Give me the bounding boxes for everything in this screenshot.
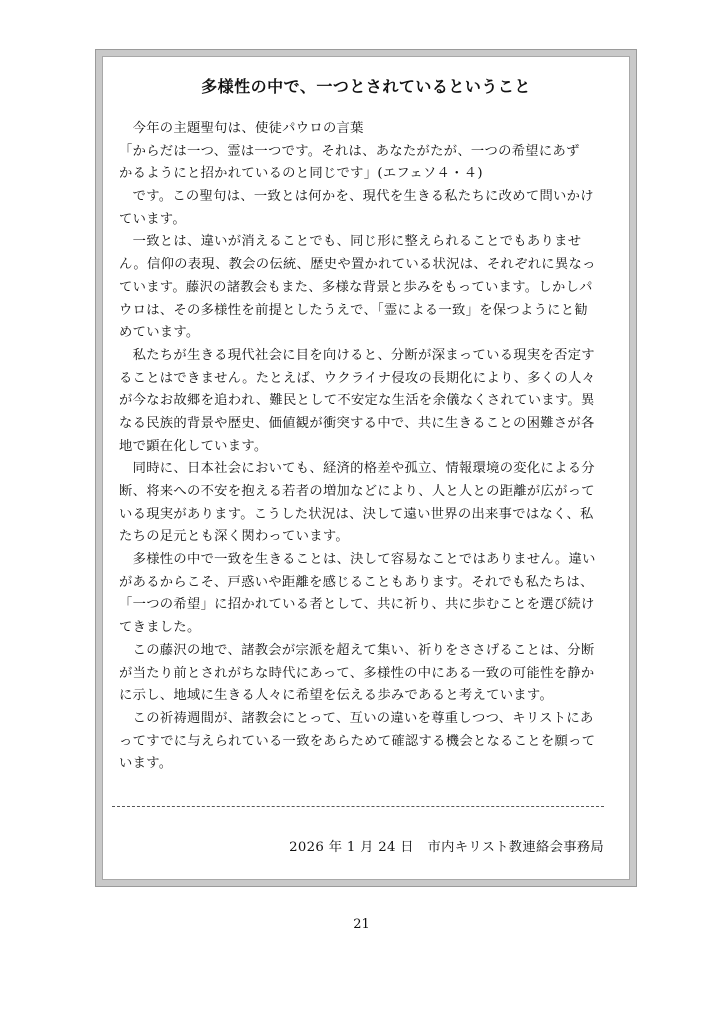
- text-line: ています。: [119, 211, 186, 227]
- text-line: この祈祷週間が、諸教会にとって、互いの違いを尊重しつつ、キリストにあ: [119, 710, 594, 726]
- text-line: 多様性の中で一致を生きることは、決して容易なことではありません。違い: [119, 552, 596, 568]
- dashed-divider: [112, 806, 604, 807]
- text-line: 「からだは一つ、霊は一つです。それは、あなたがたが、一つの希望にあず: [119, 143, 580, 159]
- document-title: 多様性の中で、一つとされているということ: [201, 77, 531, 96]
- text-line: 地で顕在化しています。: [119, 438, 268, 454]
- text-line: です。この聖句は、一致とは何かを、現代を生きる私たちに改めて問いかけ: [119, 189, 594, 205]
- body-text: [119, 118, 612, 776]
- document-frame: [96, 50, 636, 886]
- text-line: に示し、地域に生きる人々に希望を伝える歩みであると考えています。: [119, 688, 554, 704]
- text-line: 同時に、日本社会においても、経済的格差や孤立、情報環境の変化による分: [119, 461, 595, 477]
- text-line: なる民族的背景や歴史、価値観が衝突する中で、共に生きることの困難さが各: [119, 415, 595, 431]
- text-line: いる現実があります。こうした状況は、決して遠い世界の出来事ではなく、私: [119, 506, 594, 522]
- text-line: ん。信仰の表現、教会の伝統、歴史や置かれている状況は、それぞれに異なっ: [119, 257, 596, 273]
- text-line: ています。藤沢の諸教会もまた、多様な背景と歩みをもっています。しかしパ: [119, 279, 593, 295]
- text-line: めています。: [119, 325, 200, 341]
- text-line: 私たちが生きる現代社会に目を向けると、分断が深まっている現実を否定す: [119, 347, 595, 363]
- text-line: ってすでに与えられている一致をあらためて確認する機会となることを願って: [119, 733, 596, 749]
- text-line: 断、将来への不安を抱える若者の増加などにより、人と人との距離が広がって: [119, 484, 595, 499]
- text-line: この藤沢の地で、諸教会が宗派を超えて集い、祈りをささげることは、分断: [119, 642, 595, 658]
- text-line: てきました。: [119, 620, 201, 636]
- text-line: います。: [119, 756, 173, 772]
- text-line: ウロは、その多様性を前提としたうえで、「霊による一致」を保つようにと勧: [119, 302, 588, 318]
- page-number: 21: [353, 917, 370, 932]
- text-line: かるようにと招かれているのと同じです」(エフェソ４・４): [119, 166, 483, 182]
- text-line: が当たり前とされがちな時代にあって、多様性の中にある一致の可能性を静か: [119, 665, 595, 681]
- signature-line: 2026 年 1 月 24 日 市内キリスト教連絡会事務局: [289, 840, 604, 855]
- text-line: ることはできません。たとえば、ウクライナ侵攻の長期化により、多くの人々: [119, 370, 596, 386]
- text-line: があるからこそ、戸惑いや距離を感じることもあります。それでも私たちは、: [119, 574, 594, 590]
- text-line: 一致とは、違いが消えることでも、同じ形に整えられることでもありませ: [119, 234, 582, 250]
- text-line: たちの足元とも深く関わっています。: [119, 529, 349, 545]
- text-line: 「一つの希望」に招かれている者として、共に祈り、共に歩むことを選び続け: [119, 597, 595, 613]
- text-line: 今年の主題聖句は、使徒パウロの言葉: [119, 121, 364, 136]
- text-line: が今なお故郷を追われ、難民として不安定な生活を余儀なくされています。異: [119, 393, 595, 409]
